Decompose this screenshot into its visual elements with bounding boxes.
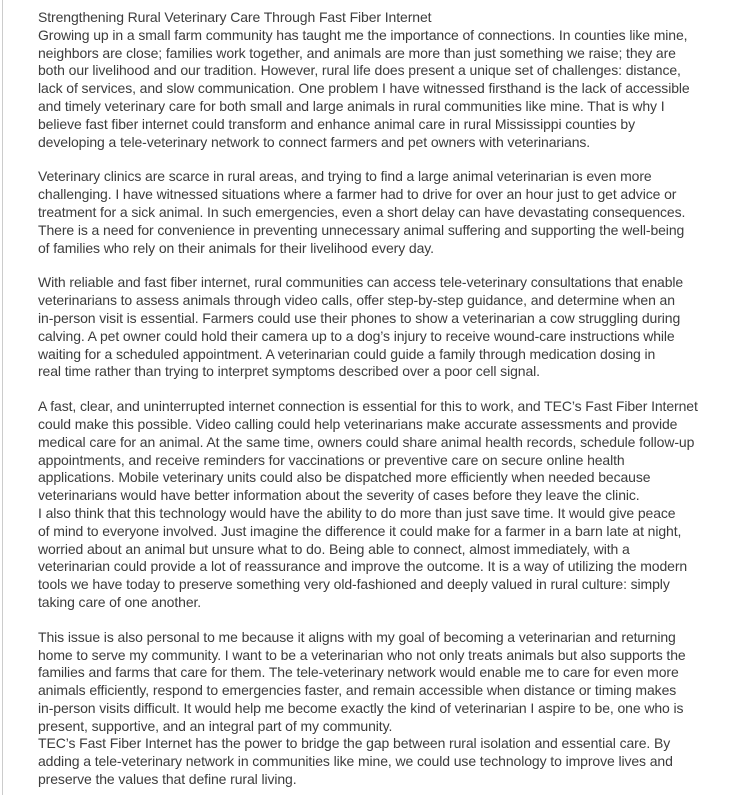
text-line: could make this possible. Video calling could help veterinarians make accurate assessments and provide <box>38 415 678 432</box>
text-line: medical care for an animal. At the same time, owners could share animal health records, schedule follow-up <box>38 433 695 450</box>
text-line: challenging. I have witnessed situations where a farmer had to drive for over an hour just to get advice or <box>38 186 677 203</box>
paragraph <box>38 274 718 381</box>
text-line: applications. Mobile veterinary units could also be dispatched more efficiently when needed because <box>38 469 651 486</box>
text-line: developing a tele-veterinary network to connect farmers and pet owners with veterinarians. <box>38 133 591 150</box>
text-line: lack of services, and slow communication. One problem I have witnessed firsthand is the lack of accessible <box>38 80 690 97</box>
text-line: preserve the values that define rural living. <box>38 771 297 788</box>
text-line: veterinarians would have better information about the severity of cases before they leave the clinic. <box>38 487 640 504</box>
document-title: Strengthening Rural Veterinary Care Through Fast Fiber Internet <box>38 9 432 25</box>
text-line: veterinarian could provide a lot of reassurance and improve the outcome. It is a way of utilizing the modern <box>38 558 688 575</box>
text-line: I also think that this technology would have the ability to do more than just save time. It would give peace <box>38 504 676 521</box>
text-line: adding a tele-veterinary network in communities like mine, we could use technology to improve lives and <box>38 753 673 770</box>
text-line: Veterinary clinics are scarce in rural areas, and trying to find a large animal veterinarian is even more <box>38 168 652 185</box>
text-line: appointments, and receive reminders for vaccinations or preventive care on secure online health <box>38 451 625 468</box>
document-body <box>38 27 718 789</box>
text-line: home to serve my community. I want to be a veterinarian who not only treats animals but also supports the <box>38 646 686 663</box>
text-line: in-person visits difficult. It would help me become exactly the kind of veterinarian I aspire to be, one who is <box>38 699 684 716</box>
paragraph <box>38 398 718 612</box>
paragraph <box>38 629 718 789</box>
text-line: and timely veterinary care for both small and large animals in rural communities like mine. That is why I <box>38 97 665 114</box>
text-line: taking care of one another. <box>38 593 202 610</box>
page-left-edge-line <box>2 0 3 795</box>
text-line: tools we have today to preserve something very old-fashioned and deeply valued in rural culture: simply <box>38 576 670 593</box>
text-line: A fast, clear, and uninterrupted internet connection is essential for this to work, and TEC’s Fast Fiber Internet <box>38 398 698 415</box>
text-line: of families who rely on their animals for their livelihood every day. <box>38 239 434 256</box>
document <box>38 9 718 789</box>
text-line: waiting for a scheduled appointment. A veterinarian could guide a family through medication dosing in <box>38 345 656 362</box>
text-line: calving. A pet owner could hold their camera up to a dog’s injury to receive wound-care instructions while <box>38 327 675 344</box>
text-line: of mind to everyone involved. Just imagine the difference it could make for a farmer in a barn late at night, <box>38 522 682 539</box>
text-line: in-person visit is essential. Farmers could use their phones to show a veterinarian a cow struggling during <box>38 309 681 326</box>
text-line: present, supportive, and an integral part of my community. <box>38 717 393 734</box>
text-line: veterinarians to assess animals through video calls, offer step-by-step guidance, and determine when an <box>38 292 675 309</box>
text-line: families and farms that care for them. The tele-veterinary network would enable me to care for even more <box>38 664 679 681</box>
text-line: real time rather than trying to interpret symptoms described over a poor cell signal. <box>38 363 540 380</box>
text-line: neighbors are close; families work together, and animals are more than just something we raise; they are <box>38 44 676 61</box>
text-line: This issue is also personal to me because it aligns with my goal of becoming a veterinarian and returning <box>38 628 676 645</box>
text-line: treatment for a sick animal. In such emergencies, even a short delay can have devastating consequences. <box>38 203 686 220</box>
text-line: Growing up in a small farm community has taught me the importance of connections. In counties like mine, <box>38 26 688 43</box>
text-line: worried about an animal but unsure what to do. Being able to connect, almost immediately, with a <box>38 540 630 557</box>
text-line: With reliable and fast fiber internet, rural communities can access tele-veterinary consultations that enable <box>38 274 684 291</box>
text-line: TEC’s Fast Fiber Internet has the power to bridge the gap between rural isolation and essential care. By <box>38 735 671 752</box>
text-line: believe fast fiber internet could transform and enhance animal care in rural Mississippi counties by <box>38 115 635 132</box>
paragraph <box>38 168 718 257</box>
paragraph <box>38 27 718 152</box>
text-line: There is a need for convenience in preventing unnecessary animal suffering and supporting the well-being <box>38 221 685 238</box>
text-line: both our livelihood and our tradition. However, rural life does present a unique set of challenges: distance, <box>38 62 681 79</box>
text-line: animals efficiently, respond to emergencies faster, and remain accessible when distance or timing makes <box>38 682 677 699</box>
